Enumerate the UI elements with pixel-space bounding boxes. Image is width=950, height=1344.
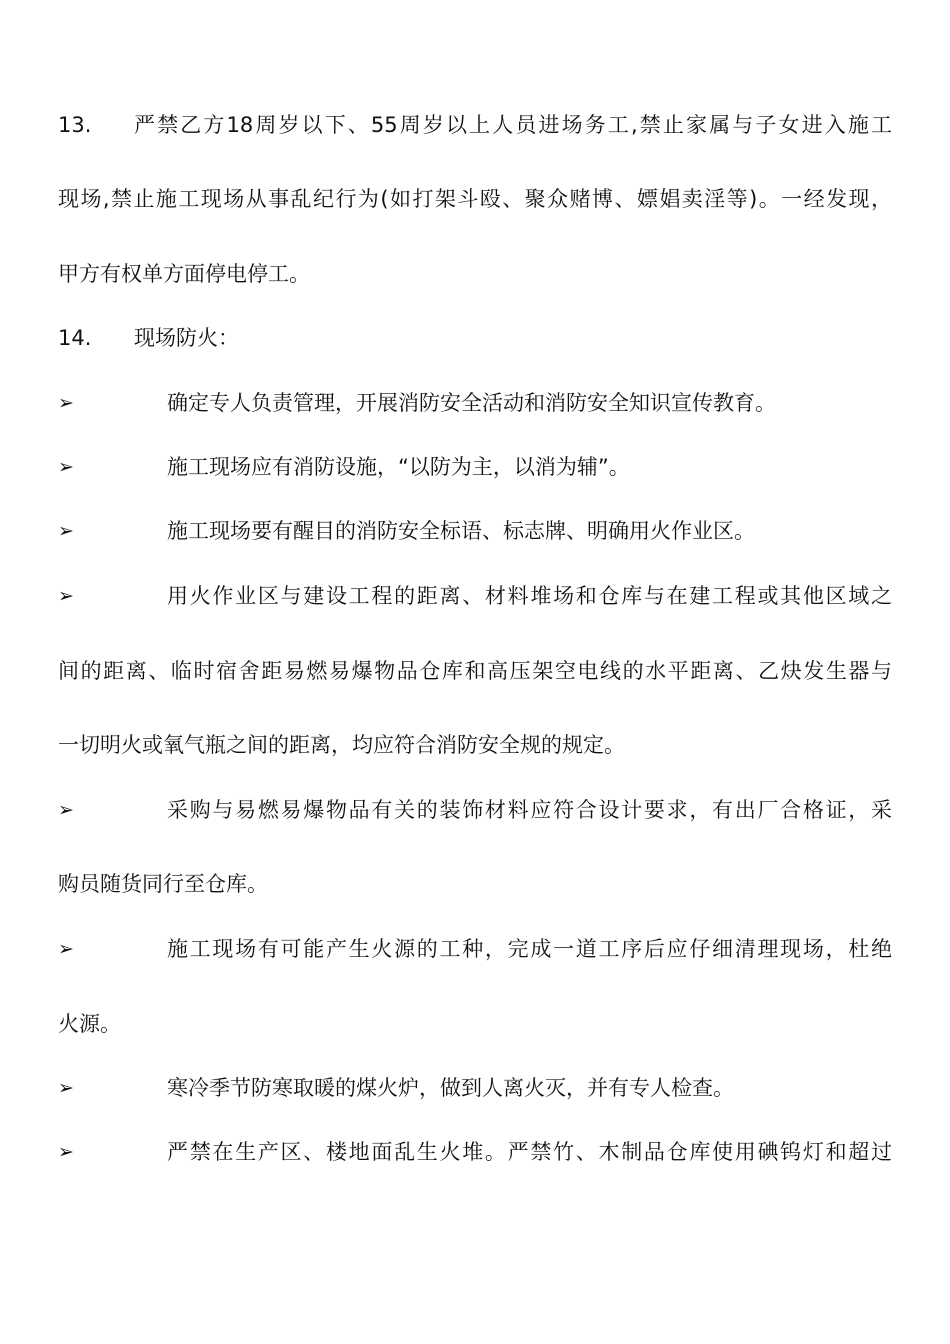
text-line: 严禁在生产区、楼地面乱生火堆。严禁竹、木制品仓库使用碘钨灯和超过 [167, 1140, 892, 1164]
text-line: 火源。 [58, 1012, 121, 1036]
section-heading: 现场防火： [134, 326, 239, 350]
text-line: 甲方有权单方面停电停工。 [58, 262, 310, 286]
text-line: 寒冷季节防寒取暖的煤火炉，做到人离火灭，并有专人检查。 [167, 1076, 734, 1100]
text-line: 施工现场应有消防设施，“以防为主，以消为辅”。 [167, 455, 630, 479]
arrow-bullet-icon: ➢ [58, 456, 74, 478]
text-line: 用火作业区与建设工程的距离、材料堆场和仓库与在建工程或其他区域之 [167, 584, 892, 608]
text-line: 现场,禁止施工现场从事乱纪行为(如打架斗殴、聚众赌博、嫖娼卖淫等)。一经发现， [58, 187, 892, 211]
text-line: 施工现场要有醒目的消防安全标语、标志牌、明确用火作业区。 [167, 519, 755, 543]
item-number: 13. [58, 113, 92, 137]
arrow-bullet-icon: ➢ [58, 585, 74, 607]
arrow-bullet-icon: ➢ [58, 520, 74, 542]
text-line: 一切明火或氧气瓶之间的距离，均应符合消防安全规的规定。 [58, 733, 625, 757]
text-line: 购员随货同行至仓库。 [58, 872, 268, 896]
arrow-bullet-icon: ➢ [58, 938, 74, 960]
text-line: 采购与易燃易爆物品有关的装饰材料应符合设计要求，有出厂合格证，采 [167, 798, 892, 822]
text-line: 严禁乙方18周岁以下、55周岁以上人员进场务工,禁止家属与子女进入施工 [134, 113, 892, 137]
item-number: 14. [58, 326, 92, 350]
arrow-bullet-icon: ➢ [58, 799, 74, 821]
text-line: 间的距离、临时宿舍距易燃易爆物品仓库和高压架空电线的水平距离、乙炔发生器与 [58, 659, 892, 683]
text-line: 确定专人负责管理，开展消防安全活动和消防安全知识宣传教育。 [167, 391, 776, 415]
arrow-bullet-icon: ➢ [58, 1141, 74, 1163]
arrow-bullet-icon: ➢ [58, 1077, 74, 1099]
arrow-bullet-icon: ➢ [58, 392, 74, 414]
text-line: 施工现场有可能产生火源的工种，完成一道工序后应仔细清理现场，杜绝 [167, 937, 892, 961]
